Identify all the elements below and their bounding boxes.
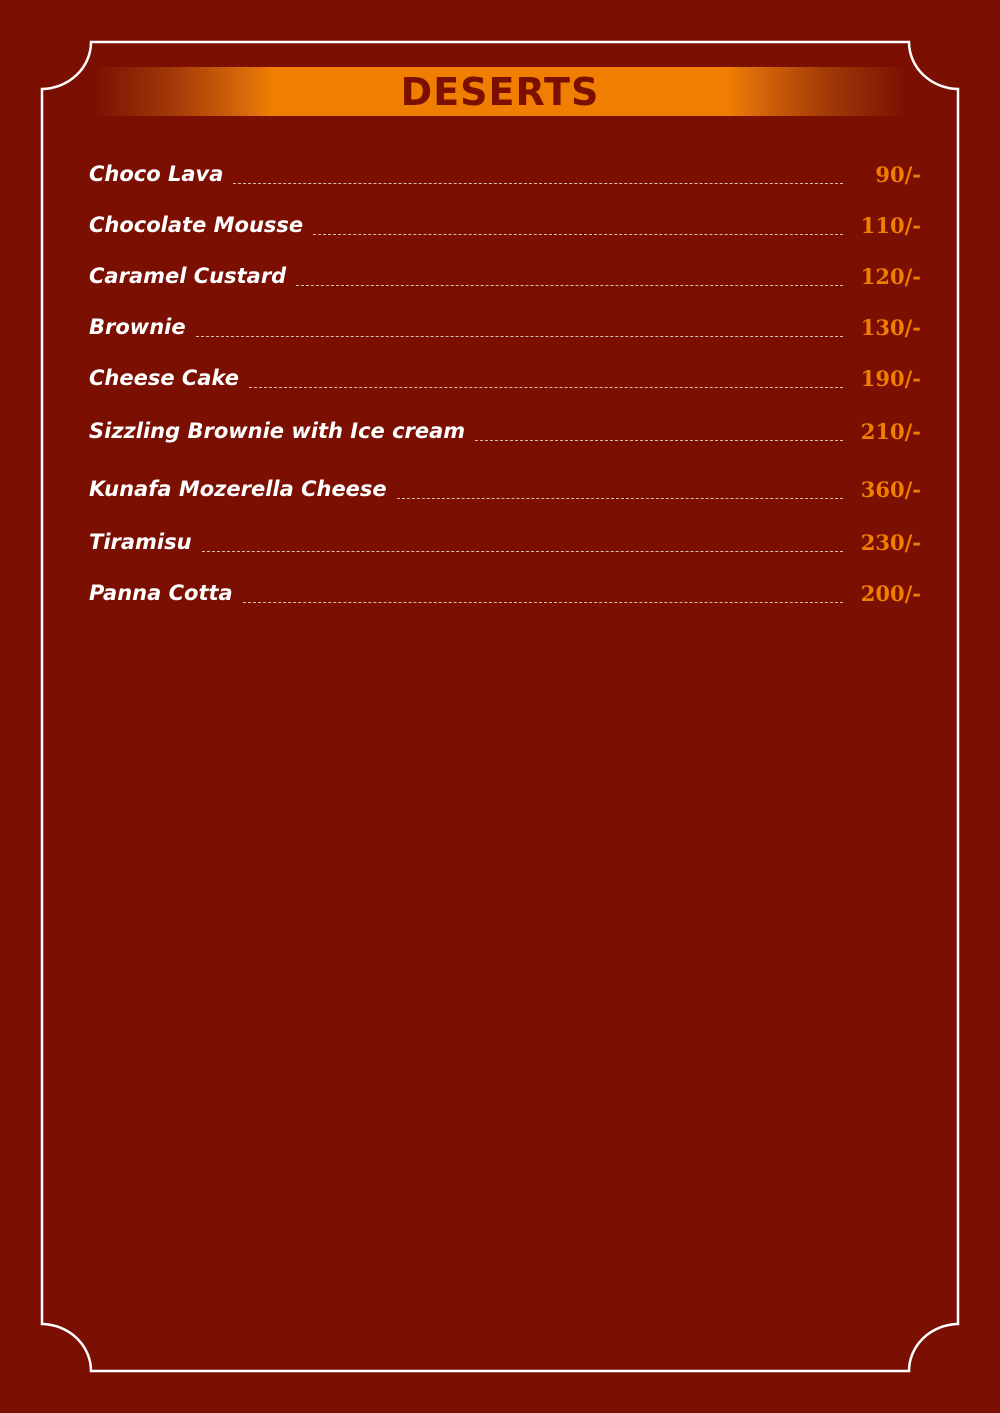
- menu-item-name: Chocolate Mousse: [89, 213, 304, 237]
- menu-item-price: 190/-: [860, 366, 921, 391]
- menu-item-name: Kunafa Mozerella Cheese: [89, 477, 387, 501]
- menu-item-price: 360/-: [860, 477, 921, 502]
- menu-item-name: Caramel Custard: [89, 264, 287, 288]
- menu-item: [89, 354, 921, 394]
- dotted-leader: [475, 440, 843, 441]
- menu-item-name: Tiramisu: [89, 530, 192, 554]
- menu-item-name: Brownie: [89, 315, 186, 339]
- menu-item-name: Panna Cotta: [89, 581, 233, 605]
- menu-item: [89, 303, 921, 343]
- menu-item-name: Choco Lava: [89, 162, 224, 186]
- menu-item: [89, 518, 921, 558]
- dotted-leader: [233, 183, 843, 184]
- menu-item: [89, 407, 921, 447]
- menu-item-name: Sizzling Brownie with Ice cream: [89, 419, 466, 443]
- dotted-leader: [249, 387, 843, 388]
- menu-item-price: 200/-: [860, 581, 921, 606]
- menu-item-price: 110/-: [860, 213, 921, 238]
- menu-item: [89, 465, 921, 505]
- dotted-leader: [196, 336, 843, 337]
- menu-item: [89, 150, 921, 190]
- menu-item: [89, 201, 921, 241]
- dotted-leader: [243, 602, 843, 603]
- menu-item: [89, 252, 921, 292]
- menu-item-price: 130/-: [860, 315, 921, 340]
- title-banner: [92, 67, 908, 116]
- menu-title: DESERTS: [400, 70, 600, 114]
- dotted-leader: [313, 234, 843, 235]
- menu-item-name: Cheese Cake: [89, 366, 239, 390]
- menu-item-price: 120/-: [860, 264, 921, 289]
- dotted-leader: [296, 285, 843, 286]
- menu-item-price: 230/-: [860, 530, 921, 555]
- menu-item-price: 210/-: [860, 419, 921, 444]
- menu-item-price: 90/-: [875, 162, 921, 187]
- menu-item: [89, 569, 921, 609]
- dotted-leader: [397, 498, 843, 499]
- dotted-leader: [202, 551, 843, 552]
